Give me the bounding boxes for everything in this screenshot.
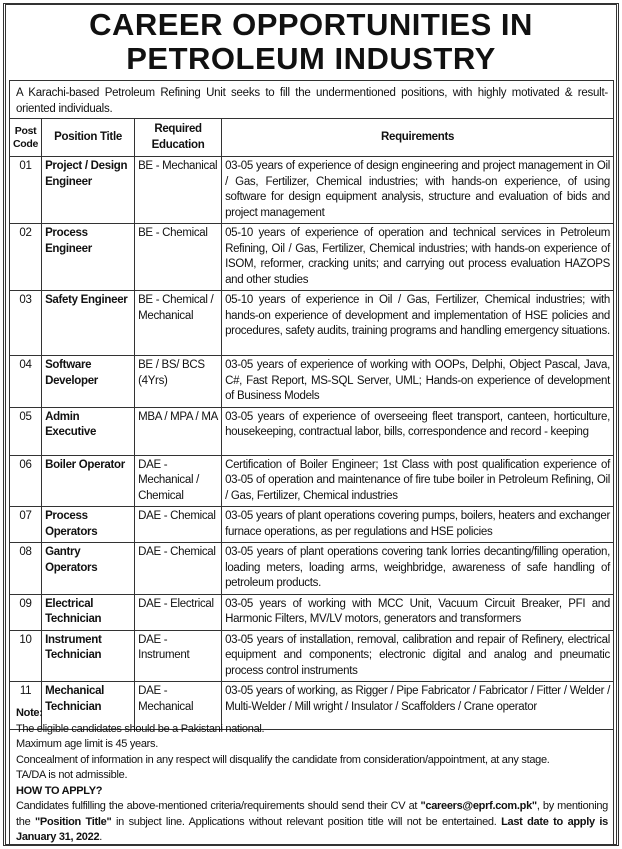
table-row xyxy=(10,224,614,291)
post-code-cell: 01 xyxy=(10,157,42,224)
positions-table xyxy=(9,118,614,730)
required-education-cell: BE - Chemical / Mechanical xyxy=(135,291,222,356)
table-row xyxy=(10,630,614,682)
required-education-cell: DAE - Mechanical xyxy=(135,682,222,730)
table-row xyxy=(10,356,614,408)
required-education-cell: DAE - Chemical xyxy=(135,507,222,543)
requirements-cell: 05-10 years of experience in Oil / Gas, Fertilizer, Chemical industries; with hands-on experience of development and implementation of HSE policies and procedures, safety audits, training programs and handling emergency situations. xyxy=(222,291,614,356)
post-code-cell: 04 xyxy=(10,356,42,408)
requirements-cell: 03-05 years of experience of design engineering and project management in Oil / Gas, Fertilizer, Chemical industries; with hands-on experience, of using software for design equipment analysis, structure and evaluation of bids and project management xyxy=(222,157,614,224)
post-code-cell: 03 xyxy=(10,291,42,356)
subject-instruction: "Position Title" xyxy=(35,815,112,828)
post-code-cell: 02 xyxy=(10,224,42,291)
required-education-cell: MBA / MPA / MA xyxy=(135,407,222,455)
title-line-2: PETROLEUM INDUSTRY xyxy=(126,41,496,76)
required-education-cell: DAE - Electrical xyxy=(135,594,222,630)
apply-text-part: in subject line. Applications without relevant position title will not be entertained. xyxy=(111,815,502,828)
position-title-cell: Safety Engineer xyxy=(42,291,135,356)
header-requirements: Requirements xyxy=(222,119,614,157)
table-row xyxy=(10,455,614,507)
note-item: Concealment of information in any respect will disqualify the candidate from consideration/appointment, at any stage. xyxy=(16,753,550,766)
requirements-cell: 03-05 years of installation, removal, calibration and repair of Refinery, electrical equipment and components; electronic digital and analog and pneumatic process control instruments xyxy=(222,630,614,682)
position-title-cell: Mechanical Technician xyxy=(42,682,135,730)
required-education-cell: BE - Chemical xyxy=(135,224,222,291)
note-item: The eligible candidates should be a Pakistani national. xyxy=(16,722,265,735)
position-title-cell: Software Developer xyxy=(42,356,135,408)
table-row xyxy=(10,291,614,356)
position-title-cell: Process Engineer xyxy=(42,224,135,291)
position-title-cell: Boiler Operator xyxy=(42,455,135,507)
position-title-cell: Process Operators xyxy=(42,507,135,543)
requirements-cell: 03-05 years of experience of overseeing fleet transport, canteen, horticulture, housekeeping, contractual labor, bills, correspondence and record - keeping xyxy=(222,407,614,455)
requirements-cell: 03-05 years of experience of working with OOPs, Delphi, Object Pascal, Java, C#, Fast Report, MS-SQL Server, UML; Hands-on experience of development of Business Models xyxy=(222,356,614,408)
table-row xyxy=(10,407,614,455)
post-code-cell: 05 xyxy=(10,407,42,455)
post-code-cell: 09 xyxy=(10,594,42,630)
deadline: Last date to apply is January 31, 2022 xyxy=(16,815,608,843)
table-row xyxy=(10,543,614,595)
table-row xyxy=(10,594,614,630)
position-title-cell: Gantry Operators xyxy=(42,543,135,595)
apply-text-part: , by mentioning the xyxy=(16,800,608,828)
requirements-cell: 03-05 years of plant operations covering pumps, boilers, heaters and exchanger furnace operations, as per regulations and HSE policies xyxy=(222,507,614,543)
position-title-cell: Project / Design Engineer xyxy=(42,157,135,224)
header-required-education: Required Education xyxy=(135,119,222,157)
position-title-cell: Instrument Technician xyxy=(42,630,135,682)
required-education-cell: DAE - Mechanical / Chemical xyxy=(135,455,222,507)
title-line-1: CAREER OPPORTUNITIES IN xyxy=(89,7,533,42)
apply-heading: HOW TO APPLY? xyxy=(16,784,103,797)
table-header xyxy=(10,119,614,157)
header-position-title: Position Title xyxy=(42,119,135,157)
required-education-cell: DAE - Chemical xyxy=(135,543,222,595)
post-code-cell: 07 xyxy=(10,507,42,543)
header-post-code: Post Code xyxy=(10,119,42,157)
note-item: TA/DA is not admissible. xyxy=(16,769,128,781)
required-education-cell: BE / BS/ BCS (4Yrs) xyxy=(135,356,222,408)
position-title-cell: Admin Executive xyxy=(42,407,135,455)
position-title-cell: Electrical Technician xyxy=(42,594,135,630)
notes-heading: Note: xyxy=(16,707,43,719)
table-row xyxy=(10,157,614,224)
required-education-cell: DAE - Instrument xyxy=(135,630,222,682)
note-item: Maximum age limit is 45 years. xyxy=(16,738,158,750)
post-code-cell: 06 xyxy=(10,455,42,507)
required-education-cell: BE - Mechanical xyxy=(135,157,222,224)
requirements-cell: 05-10 years of experience of operation and technical services in Petroleum Refining, Oil / Gas, Fertilizer, Chemical industries; with hands-on experience of ISOM, reformer, cracking units; and carrying out process evaluation HAZOPS and other studies xyxy=(222,224,614,291)
apply-text-part: . xyxy=(99,831,103,843)
requirements-cell: 03-05 years of plant operations covering tank lorries decanting/filling operation, loading meters, loading arms, weighbridge, awareness of safe handling of petroleum products. xyxy=(222,543,614,595)
ad-title xyxy=(0,8,622,76)
requirements-cell: 03-05 years of working with MCC Unit, Vacuum Circuit Breaker, PFI and Harmonic Filters, MV/LV motors, generators and transformers xyxy=(222,594,614,630)
intro-text: A Karachi-based Petroleum Refining Unit seeks to fill the undermentioned positions, with highly motivated & result-oriented individuals. xyxy=(16,87,608,115)
post-code-cell: 10 xyxy=(10,630,42,682)
requirements-cell: Certification of Boiler Engineer; 1st Class with post qualification experience of 03-05 of operation and maintenance of fire tube boiler in Petroleum Refining, Oil / Gas, Fertilizer, Chemical industries xyxy=(222,455,614,507)
email-link[interactable]: "careers@eprf.com.pk" xyxy=(420,800,537,812)
notes-section xyxy=(16,706,608,846)
table-row xyxy=(10,507,614,543)
apply-text-part: Candidates fulfilling the above-mentioned criteria/requirements should send their CV at xyxy=(16,800,421,812)
post-code-cell: 11 xyxy=(10,682,42,730)
requirements-cell: 03-05 years of working, as Rigger / Pipe Fabricator / Fabricator / Fitter / Welder / Multi-Welder / Mill wright / Insulator / Scaffolders / Crane operator xyxy=(222,682,614,730)
post-code-cell: 08 xyxy=(10,543,42,595)
apply-text xyxy=(16,799,608,846)
